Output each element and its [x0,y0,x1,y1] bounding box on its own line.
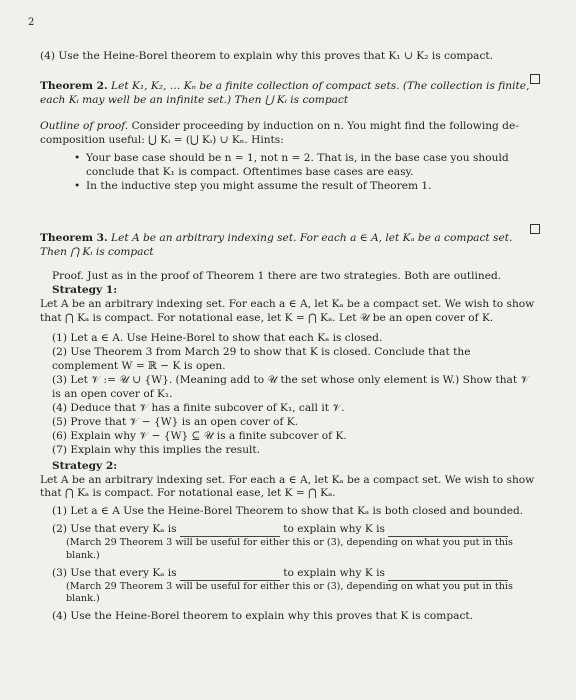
hint-item: • In the inductive step you might assume the result of Theorem 1. [86,180,540,194]
step-item [52,567,540,581]
step-item: (6) Explain why 𝒱 − {W} ⊆ 𝒰 is a finite subcover of K. [52,429,347,442]
step-item: (4) Use the Heine-Borel theorem to explain why this proves that K is compact. [52,609,473,622]
qed-box-icon [530,74,540,84]
strategy-2-label: Strategy 2: [52,459,118,472]
strategy-1-steps [40,332,540,458]
strategy-1-intro: Let A be an arbitrary indexing set. For each a ∈ A, let Kₐ be a compact set. We wish to show that ⋂ Kₐ is compact. For notational ease, let K = ⋂ Kₐ. Let 𝒰 be an open cover of K. [40,297,535,324]
theorem-3-statement [40,232,540,260]
step-item: (5) Prove that 𝒱 − {W} is an open cover of K. [52,415,299,428]
theorem-2-text: Let K₁, K₂, … Kₙ be a finite collection of compact sets. (The collection is finite, each Kᵢ may well be an infinite set.) Then ⋃ Kᵢ is compact [40,80,530,106]
step-item: (2) Use Theorem 3 from March 29 to show that K is closed. Conclude that the complement W = ℝ − K is open. [52,345,471,372]
qed-box-icon [530,224,540,234]
outline-label: Outline of proof. [40,119,129,132]
theorem-2-outline [40,120,540,148]
step-3-text-a: (3) Use that every Kₐ is [52,566,177,579]
strategy-2-steps [40,505,540,624]
step-2-text-a: (2) Use that every Kₐ is [52,523,177,536]
page-number: 2 [28,17,35,28]
outline-text: Consider proceeding by induction on n. You might find the following de-composition useful: ⋃ Kᵢ = (⋃ Kᵢ) ∪ Kₙ. Hints: [40,119,519,146]
step-item: (3) Let 𝒱 := 𝒰 ∪ {W}. (Meaning add to 𝒰 the set whose only element is W.) Show that 𝒱 is an open cover of K₁. [52,373,530,400]
hint-item: • Your base case should be n = 1, not n = 2. That is, in the base case you should conclude that K₁ is compact. Oftentimes base cases are easy. [86,152,540,180]
strategy-1-label: Strategy 1: [52,283,118,296]
hints-list [40,152,540,194]
strategy-2-intro: Let A be an arbitrary indexing set. For each a ∈ A, let Kₐ be a compact set. We wish to show that ⋂ Kₐ is compact. For notational ease, let K = ⋂ Kₐ. [40,473,535,500]
step-2-note: (March 29 Theorem 3 will be useful for either this or (3), depending on what you put in this blank.) [66,537,513,562]
step-item: (4) Deduce that 𝒱 has a finite subcover of K₁, call it 𝒱. [52,401,345,414]
step-item [52,523,540,537]
step-item: (1) Let a ∈ A Use the Heine-Borel Theorem to show that Kₐ is both closed and bounded. [52,505,524,518]
step-2-text-b: to explain why K is [283,523,385,536]
step-3-text-b: to explain why K is [283,566,385,579]
theorem-3-text: Let A be an arbitrary indexing set. For each a ∈ A, let Kₐ be a compact set. Then ⋂ Kᵢ is compact [40,232,513,258]
theorem-3-label: Theorem 3. [40,232,108,244]
theorem-2-label: Theorem 2. [40,80,108,92]
step-item: (1) Let a ∈ A. Use Heine-Borel to show that each Kₐ is closed. [52,331,383,344]
step-item: (7) Explain why this implies the result. [52,443,261,456]
theorem-3 [40,232,540,624]
proof-intro: Proof. Just as in the proof of Theorem 1 there are two strategies. Both are outlined. [52,269,502,282]
theorem-2-statement [40,80,540,108]
theorem-2 [40,80,540,194]
item-4-top: (4) Use the Heine-Borel theorem to explain why this proves that K₁ ∪ K₂ is compact. [40,50,494,62]
step-3-note: (March 29 Theorem 3 will be useful for either this or (3), depending on what you put in this blank.) [66,580,513,605]
